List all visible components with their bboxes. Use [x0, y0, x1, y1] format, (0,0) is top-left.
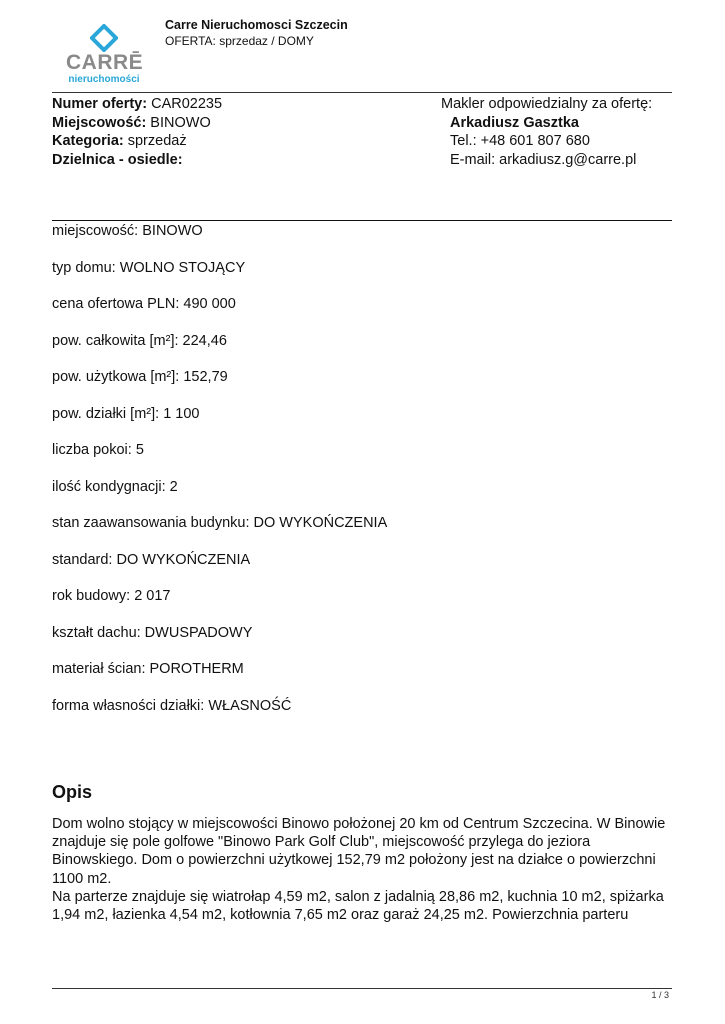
param-total-area: pow. całkowita [m²]: 224,46	[52, 332, 227, 349]
agent-name: Arkadiusz Gasztka	[450, 114, 579, 131]
param-usable-area: pow. użytkowa [m²]: 152,79	[52, 369, 228, 385]
param-plot-area: pow. działki [m²]: 1 100	[52, 405, 200, 422]
agent-email[interactable]: E-mail: arkadiusz.g@carre.pl	[450, 151, 637, 168]
description-title: Opis	[52, 782, 93, 802]
page-number: 1 / 3	[651, 990, 669, 1000]
agent-heading: Makler odpowiedzialny za ofertę:	[441, 96, 653, 112]
param-ownership: forma własności działki: WŁASNOŚĆ	[52, 697, 292, 714]
param-rooms: liczba pokoi: 5	[52, 442, 144, 458]
offer-category: Kategoria: sprzedaż	[52, 133, 187, 149]
company-name: Carre Nieruchomosci Szczecin	[165, 18, 348, 32]
header-divider	[52, 92, 672, 93]
param-location: miejscowość: BINOWO	[52, 223, 203, 239]
param-standard: standard: DO WYKOŃCZENIA	[52, 551, 251, 568]
footer-divider	[52, 988, 672, 989]
param-roof: kształt dachu: DWUSPADOWY	[52, 624, 253, 641]
description-text	[52, 815, 677, 924]
param-house-type: typ domu: WOLNO STOJĄCY	[52, 259, 246, 276]
property-params	[52, 222, 387, 733]
description-paragraph: Dom wolno stojący w miejscowości Binowo położonej 20 km od Centrum Szczecina. W Binowie znajduje się pole golfowe "Binowo Park Golf Club", miejscowość przylega do jeziora Binowskiego. Dom o powierzchni użytkowej 152,79 m2 położony jest na działce o powierzchni 1100 m2.	[52, 816, 666, 887]
logo-subtitle: nieruchomości	[68, 74, 140, 85]
param-build-stage: stan zaawansowania budynku: DO WYKOŃCZENIA	[52, 515, 388, 531]
description-paragraph: Na parterze znajduje się wiatrołap 4,59 m2, salon z jadalnią 28,86 m2, kuchnia 10 m2, spiżarka 1,94 m2, łazienka 4,54 m2, kotłownia 7,65 m2 oraz garaż 24,25 m2. Powierzchnia parteru	[52, 888, 664, 924]
offer-district: Dzielnica - osiedle:	[52, 151, 183, 168]
offer-location: Miejscowość: BINOWO	[52, 114, 211, 131]
offer-type: OFERTA: sprzedaz / DOMY	[165, 34, 314, 48]
logo-word: CARRĒ	[66, 51, 144, 74]
agent-phone[interactable]: Tel.: +48 601 807 680	[450, 133, 590, 149]
offer-number: Numer oferty: CAR02235	[52, 96, 223, 112]
offer-info	[52, 95, 222, 169]
param-floors: ilość kondygnacji: 2	[52, 478, 178, 495]
agent-info	[441, 95, 652, 169]
params-divider	[52, 220, 672, 221]
diamond-icon	[90, 24, 118, 52]
param-wall-material: materiał ścian: POROTHERM	[52, 661, 244, 677]
param-price: cena ofertowa PLN: 490 000	[52, 296, 236, 312]
company-logo	[62, 24, 146, 88]
param-build-year: rok budowy: 2 017	[52, 588, 171, 604]
